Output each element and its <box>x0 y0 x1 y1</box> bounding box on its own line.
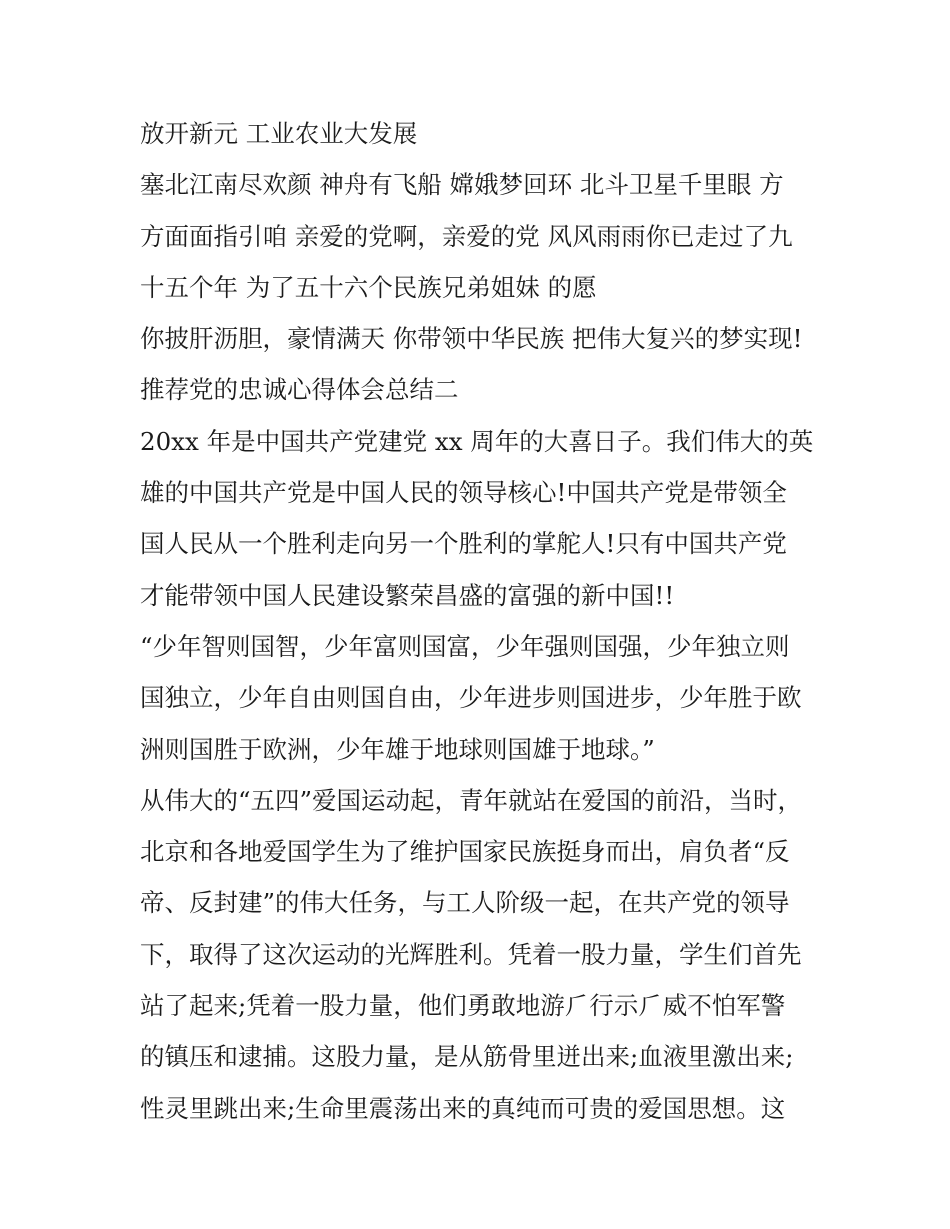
text-line: 北京和各地爱国学生为了维护国家民族挺身而出，肩负者“反 <box>140 837 790 867</box>
text-line: 的镇压和逮捕。这股力量，是从筋骨里迸出来;血液里激出来; <box>140 1042 794 1072</box>
section-heading: 推荐党的忠诚心得体会总结二 <box>140 375 459 405</box>
text-line: 20xx 年是中国共产党建党 xx 周年的大喜日子。我们伟大的英 <box>140 426 814 456</box>
text-line: 十五个年 为了五十六个民族兄弟姐妹 的愿 <box>140 272 597 302</box>
text-line: 从伟大的“五四”爱国运动起，青年就站在爱国的前沿，当时， <box>140 785 803 815</box>
text-line: 下，取得了这次运动的光辉胜利。凭着一股力量，学生们首先 <box>140 939 802 969</box>
text-line: 才能带领中国人民建设繁荣昌盛的富强的新中国!! <box>140 580 675 610</box>
text-line: “少年智则国智，少年富则国富，少年强则国强，少年独立则 <box>140 631 790 661</box>
text-line: 站了起来;凭着一股力量，他们勇敢地游⺁行示⺁威不怕军警 <box>140 991 786 1021</box>
text-line: 雄的中国共产党是中国人民的领导核心!中国共产党是带领全 <box>140 478 787 508</box>
text-line: 你披肝沥胆，豪情满天 你带领中华民族 把伟大复兴的梦实现! <box>140 324 803 354</box>
text-line: 洲则国胜于欧洲，少年雄于地球则国雄于地球。” <box>140 734 655 764</box>
text-line: 塞北江南尽欢颜 神舟有飞船 嫦娥梦回环 北斗卫星千里眼 方 <box>140 170 784 200</box>
text-line: 性灵里跳出来;生命里震荡出来的真纯而可贵的爱国思想。这 <box>140 1093 786 1123</box>
text-line: 放开新元 工业农业大发展 <box>140 119 418 148</box>
text-line: 国独立，少年自由则国自由，少年进步则国进步，少年胜于欧 <box>140 683 802 713</box>
text-line: 国人民从一个胜利走向另一个胜利的掌舵人!只有中国共产党 <box>140 529 787 559</box>
text-line: 帝、反封建”的伟大任务，与工人阶级一起，在共产党的领导 <box>140 888 790 918</box>
document-body <box>140 108 820 1134</box>
text-line: 方面面指引咱 亲爱的党啊，亲爱的党 风风雨雨你已走过了九 <box>140 221 793 251</box>
